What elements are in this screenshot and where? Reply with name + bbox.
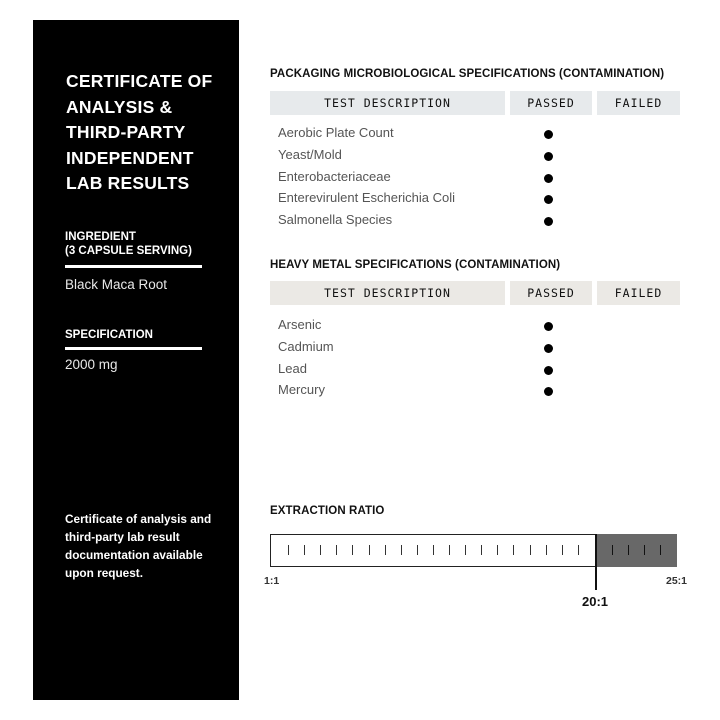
scale-tick [530, 545, 531, 555]
extraction-min-label: 1:1 [264, 575, 280, 587]
test-row-label: Yeast/Mold [278, 146, 342, 162]
specification-value: 2000 mg [65, 357, 118, 372]
scale-tick [465, 545, 466, 555]
passed-indicator-dot [544, 174, 553, 183]
test-row-label: Lead [278, 360, 307, 376]
scale-tick [644, 545, 645, 555]
scale-tick [612, 545, 613, 555]
passed-indicator-dot [544, 195, 553, 204]
metals-header-failed: FAILED [597, 281, 680, 305]
passed-indicator-dot [544, 344, 553, 353]
micro-header-description: TEST DESCRIPTION [270, 91, 505, 115]
micro-section-title: PACKAGING MICROBIOLOGICAL SPECIFICATIONS (CONTAMINATION) [270, 68, 665, 80]
divider [65, 265, 202, 268]
test-row-label: Arsenic [278, 317, 322, 332]
scale-tick [304, 545, 305, 555]
scale-tick [352, 545, 353, 555]
passed-indicator-dot [544, 217, 553, 226]
test-row-label: Cadmium [278, 338, 334, 354]
specification-label: SPECIFICATION [65, 329, 153, 341]
ingredient-value: Black Maca Root [65, 277, 168, 292]
scale-tick [546, 545, 547, 555]
passed-indicator-dot [544, 130, 553, 139]
metals-header-passed: PASSED [510, 281, 592, 305]
certificate-title: CERTIFICATE OF ANALYSIS & THIRD-PARTY INDEPENDENT LAB RESULTS [66, 71, 213, 193]
sidebar-panel [33, 20, 239, 700]
passed-indicator-dot [544, 152, 553, 161]
scale-tick [320, 545, 321, 555]
scale-tick [578, 545, 579, 555]
extraction-max-label: 25:1 [666, 575, 688, 587]
scale-tick [513, 545, 514, 555]
metals-header-description: TEST DESCRIPTION [270, 281, 505, 305]
test-row-label: Salmonella Species [278, 212, 393, 228]
scale-tick [562, 545, 563, 555]
metals-section-title: HEAVY METAL SPECIFICATIONS (CONTAMINATION) [270, 259, 561, 271]
divider [65, 347, 202, 350]
ingredient-label: INGREDIENT [65, 231, 136, 243]
micro-header-passed: PASSED [510, 91, 592, 115]
scale-tick [336, 545, 337, 555]
passed-indicator-dot [544, 322, 553, 331]
scale-tick [660, 545, 661, 555]
scale-tick [481, 545, 482, 555]
scale-tick [385, 545, 386, 555]
scale-tick [628, 545, 629, 555]
scale-tick [288, 545, 289, 555]
extraction-current-label: 20:1 [582, 594, 609, 609]
passed-indicator-dot [544, 387, 553, 396]
scale-tick [401, 545, 402, 555]
micro-header-failed: FAILED [597, 91, 680, 115]
extraction-ratio-marker [595, 534, 597, 590]
scale-tick [369, 545, 370, 555]
passed-indicator-dot [544, 366, 553, 375]
extraction-title: EXTRACTION RATIO [270, 505, 385, 517]
test-row-label: Enterobacteriaceae [278, 168, 391, 184]
test-row-label: Mercury [278, 382, 325, 398]
availability-note: Certificate of analysis and third-party lab result documentation available upon request. [65, 512, 212, 580]
ingredient-sublabel: (3 CAPSULE SERVING) [65, 245, 192, 257]
scale-tick [449, 545, 450, 555]
test-row-label: Enterevirulent Escherichia Coli [278, 190, 456, 206]
scale-tick [433, 545, 434, 555]
extraction-ratio-excess-segment [596, 534, 677, 567]
scale-tick [497, 545, 498, 555]
test-row-label: Aerobic Plate Count [278, 125, 394, 140]
scale-tick [417, 545, 418, 555]
